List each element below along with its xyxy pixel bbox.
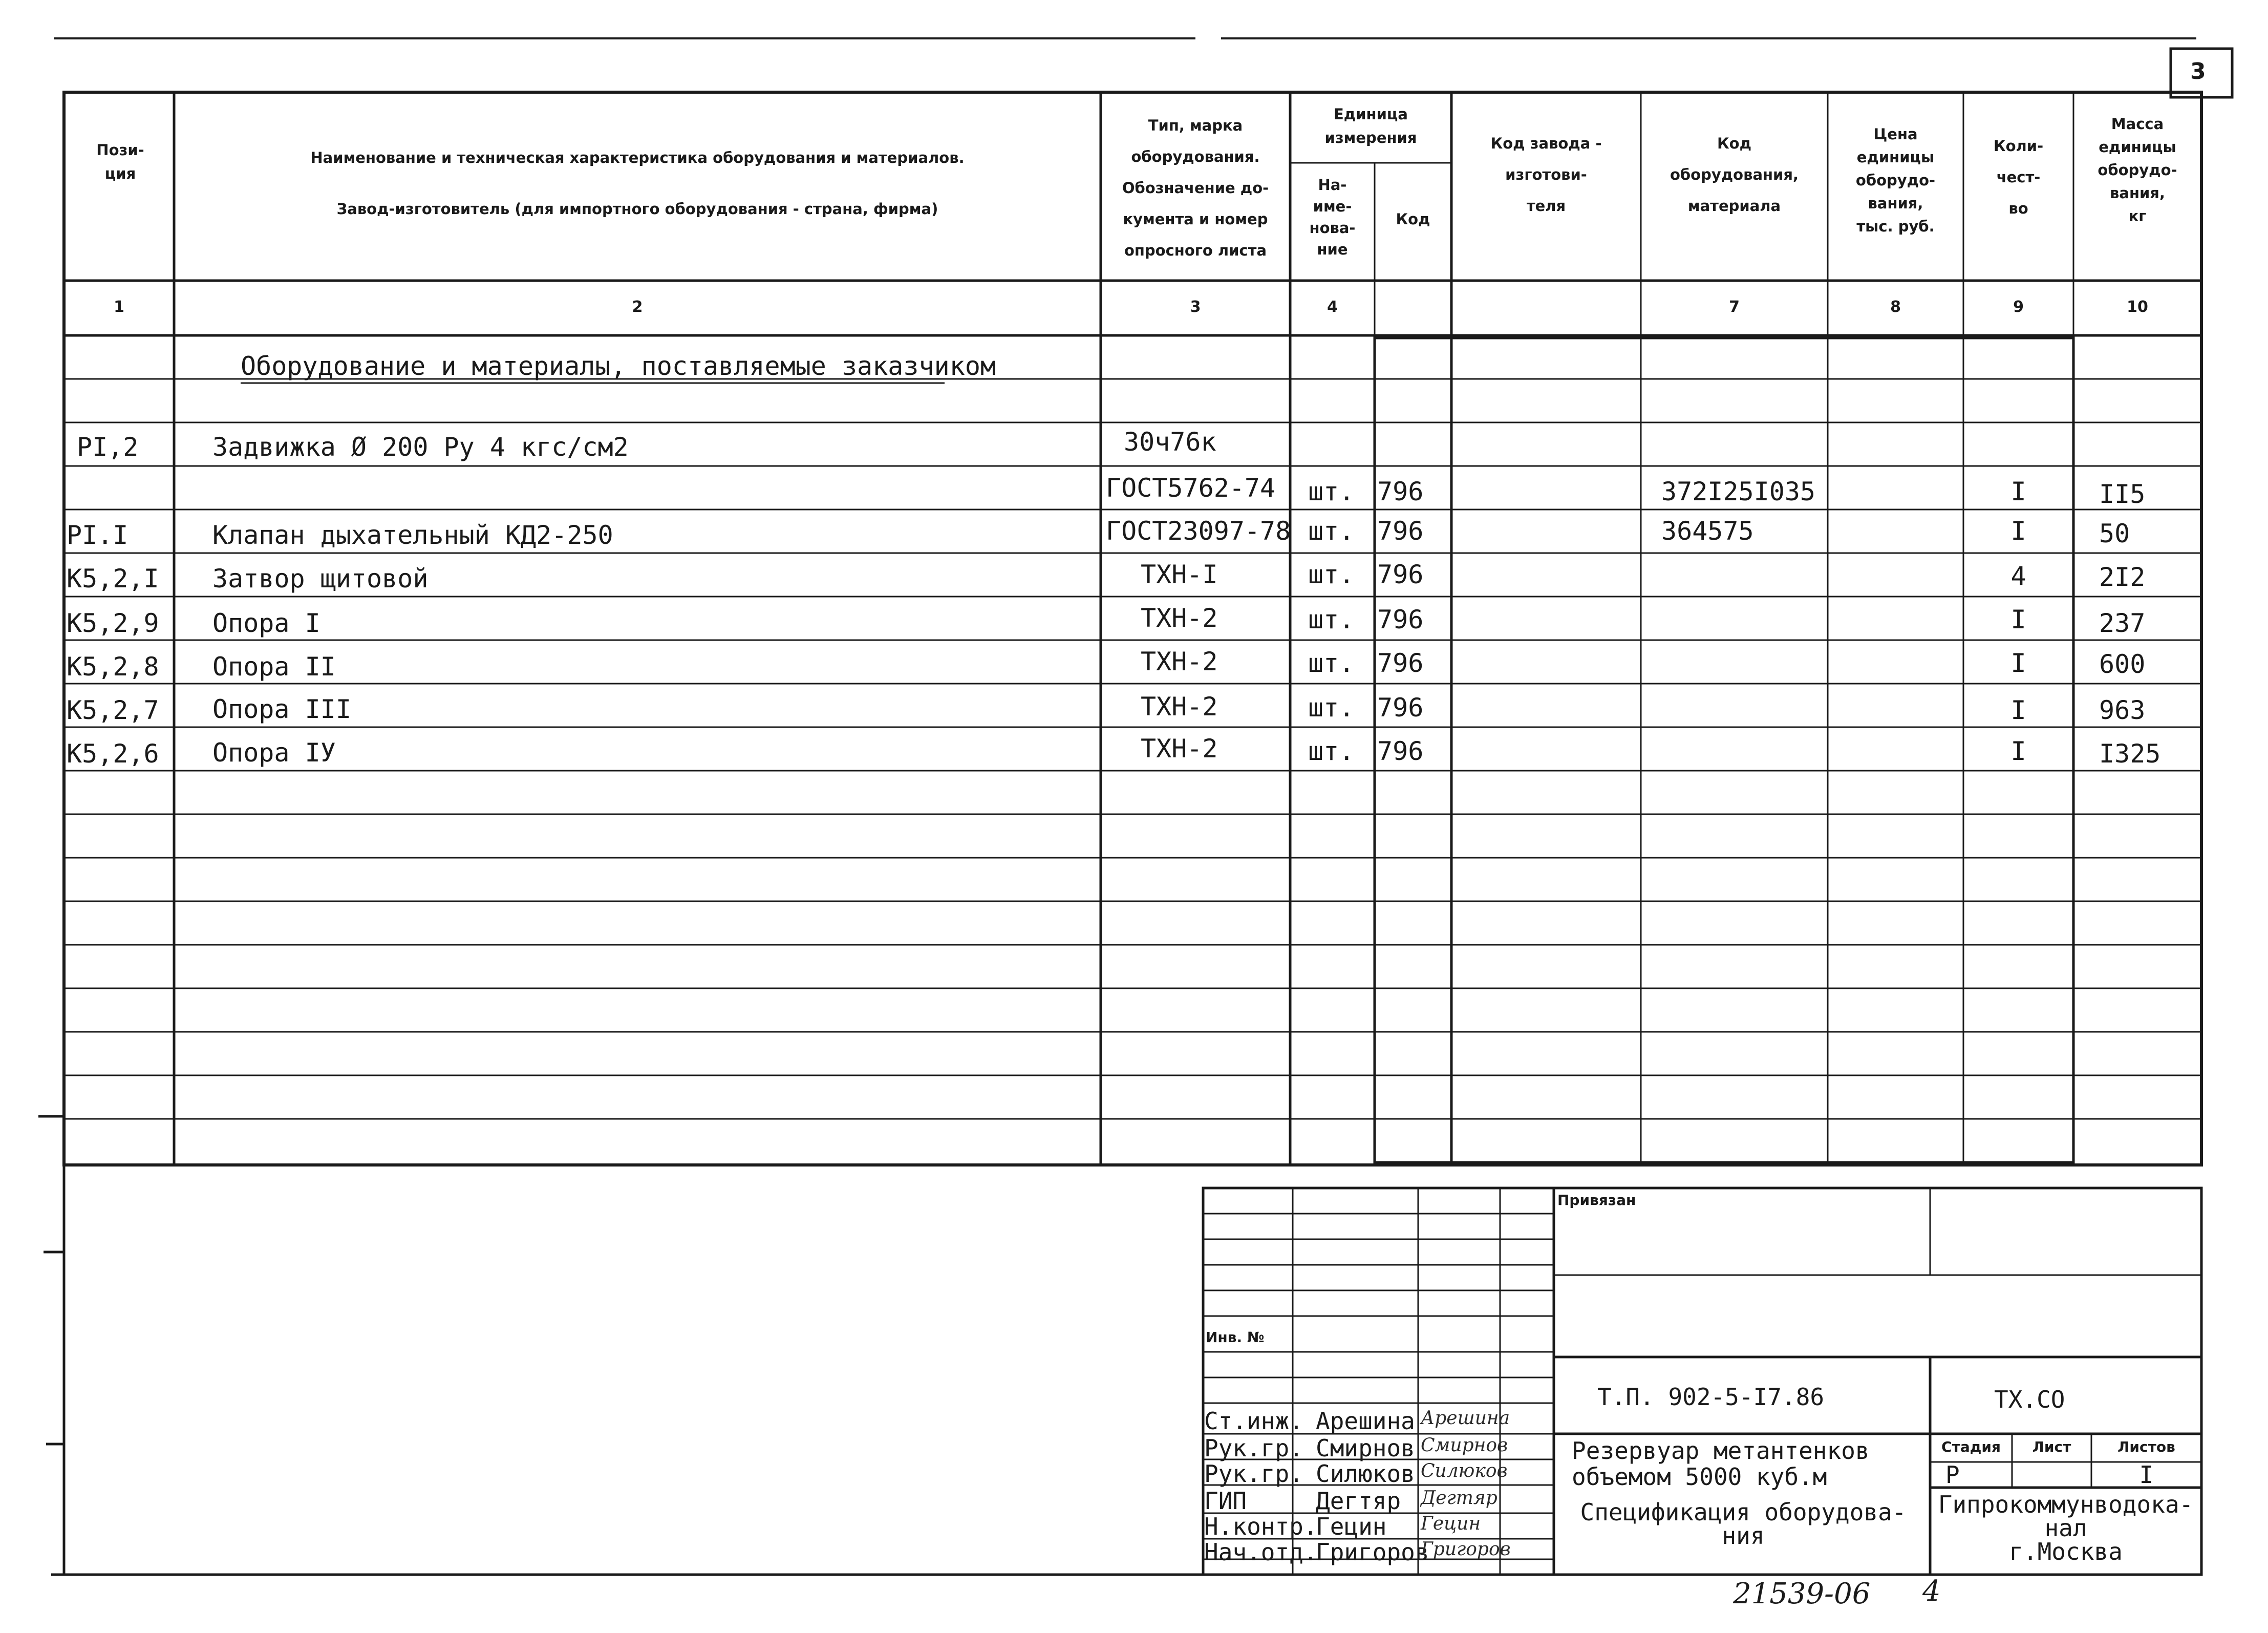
row-mass: 237 <box>2099 608 2146 638</box>
staff-name: Гецин <box>1316 1513 1387 1540</box>
row-quantity: I <box>2010 605 2026 634</box>
column-number: 3 <box>1190 298 1201 316</box>
row-quantity: 4 <box>2010 561 2026 591</box>
row-unit: шт. <box>1308 648 1355 678</box>
row-position: К5,2,7 <box>67 695 159 725</box>
column-number: 4 <box>1327 298 1338 316</box>
row-mass: I325 <box>2099 739 2161 769</box>
row-name: Задвижка Ø 200 Ру 4 кгс/см2 <box>212 432 629 462</box>
header-name-line1: Наименование и техническая характеристика оборудования и материалов. <box>310 149 965 166</box>
section-title: Оборудование и материалы, поставляемые заказчиком <box>241 351 996 381</box>
handwritten-archive-number: 21539-06 <box>1733 1577 1871 1610</box>
row-type: ТХН-I <box>1141 560 1218 589</box>
staff-name: Смирнов <box>1316 1434 1415 1462</box>
staff-role: Рук.гр. <box>1204 1460 1303 1488</box>
header-unit-group: Единица измерения <box>1324 105 1417 147</box>
inventory-number-label: Инв. № <box>1206 1329 1265 1346</box>
row-quantity: I <box>2010 736 2026 766</box>
row-position: К5,2,8 <box>67 652 159 682</box>
header-equipment-code: Код оборудования, материала <box>1670 135 1799 215</box>
staff-name: Арешина <box>1316 1407 1415 1435</box>
row-mass: 963 <box>2099 695 2146 725</box>
staff-signature: Смирнов <box>1421 1435 1508 1456</box>
row-unit: шт. <box>1308 516 1355 546</box>
row-name: Клапан дыхательный КД2-250 <box>212 520 613 550</box>
row-equipment-code: 364575 <box>1661 516 1754 546</box>
header-mass: Масса единицы оборудо- вания, кг <box>2098 115 2177 225</box>
row-unit-code: 796 <box>1377 648 1424 678</box>
row-type: 30ч76к <box>1124 427 1216 457</box>
row-mass: 50 <box>2099 519 2130 548</box>
row-equipment-code: 372I25I035 <box>1661 477 1816 506</box>
staff-role: Рук.гр. <box>1204 1434 1303 1462</box>
row-unit-code: 796 <box>1377 516 1424 546</box>
row-mass: 600 <box>2099 649 2146 679</box>
row-type: ТХН-2 <box>1141 692 1218 722</box>
staff-role: Нач.отд. <box>1204 1538 1318 1566</box>
privyazan-label: Привязан <box>1557 1192 1636 1208</box>
document-number: Т.П. 902-5-I7.86 <box>1597 1383 1825 1411</box>
header-position: Пози- ция <box>96 141 144 183</box>
header-plant-code: Код завода - изготови- теля <box>1490 135 1602 215</box>
staff-signature: Арешина <box>1421 1408 1510 1429</box>
row-quantity: I <box>2010 695 2026 725</box>
row-position: PI,2 <box>77 432 139 462</box>
row-unit: шт. <box>1308 605 1355 634</box>
row-mass: 2I2 <box>2099 562 2146 592</box>
row-quantity: I <box>2010 648 2026 678</box>
column-number: 1 <box>114 298 124 316</box>
row-name: Опора IУ <box>212 738 336 768</box>
row-position: PI.I <box>67 520 129 550</box>
organization-name: Гипрокоммунводока- нал г.Москва <box>1938 1491 2194 1565</box>
project-title: Резервуар метантенков объемом 5000 куб.м <box>1572 1437 1870 1491</box>
row-name: Затвор щитовой <box>212 564 429 593</box>
row-unit: шт. <box>1308 736 1355 766</box>
sheets-label: Листов <box>2117 1438 2175 1455</box>
row-type: ТХН-2 <box>1141 734 1218 764</box>
sheet-label: Лист <box>2032 1438 2071 1455</box>
row-position: К5,2,I <box>67 564 159 593</box>
row-mass: II5 <box>2099 479 2146 509</box>
header-price: Цена единицы оборудо- вания, тыс. руб. <box>1855 125 1936 235</box>
column-number: 9 <box>2013 298 2024 316</box>
staff-signature: Дегтяр <box>1421 1488 1497 1509</box>
staff-signature: Гецин <box>1421 1513 1481 1534</box>
row-type: ТХН-2 <box>1141 647 1218 676</box>
staff-name: Дегтяр <box>1316 1487 1401 1515</box>
staff-role: Ст.инж. <box>1204 1407 1303 1435</box>
row-unit-code: 796 <box>1377 693 1424 723</box>
column-number: 8 <box>1890 298 1901 316</box>
document-code: ТХ.СО <box>1994 1386 2065 1413</box>
staff-role: ГИП <box>1204 1487 1247 1515</box>
row-type: ТХН-2 <box>1141 603 1218 633</box>
sheets-value: I <box>2139 1461 2154 1489</box>
header-quantity: Коли- чест- во <box>1993 137 2044 217</box>
staff-name: Григоров <box>1316 1538 1429 1566</box>
column-number: 10 <box>2127 298 2148 316</box>
row-unit-code: 796 <box>1377 736 1424 766</box>
row-position: К5,2,6 <box>67 739 159 769</box>
header-name-line2: Завод-изготовитель (для импортного оборудования - страна, фирма) <box>336 200 938 218</box>
row-unit-code: 796 <box>1377 477 1424 506</box>
row-name: Опора III <box>212 694 351 724</box>
staff-signature: Силюков <box>1421 1460 1508 1481</box>
header-unit-code: Код <box>1396 210 1430 228</box>
column-number: 2 <box>632 298 643 316</box>
column-number: 7 <box>1729 298 1740 316</box>
row-unit: шт. <box>1308 560 1355 589</box>
staff-role: Н.контр. <box>1204 1513 1318 1540</box>
row-unit-code: 796 <box>1377 605 1424 634</box>
handwritten-page-number: 4 <box>1922 1575 1941 1608</box>
staff-signature: Григоров <box>1421 1539 1511 1560</box>
row-unit: шт. <box>1308 693 1355 723</box>
row-unit-code: 796 <box>1377 560 1424 589</box>
row-name: Опора I <box>212 608 320 638</box>
row-type: ГОСТ5762-74 <box>1106 473 1276 503</box>
stage-label: Стадия <box>1941 1438 2001 1455</box>
stage-value: Р <box>1945 1461 1960 1489</box>
row-quantity: I <box>2010 477 2026 506</box>
header-type: Тип, марка оборудования. Обозначение до- кумента и номер опросного листа <box>1122 117 1269 259</box>
row-name: Опора II <box>212 652 336 682</box>
row-unit: шт. <box>1308 477 1355 506</box>
staff-name: Силюков <box>1316 1460 1415 1488</box>
sheet-title: Спецификация оборудова- ния <box>1580 1498 1907 1550</box>
row-position: К5,2,9 <box>67 608 159 638</box>
row-quantity: I <box>2010 516 2026 546</box>
sheet-corner-number: 3 <box>2190 58 2206 84</box>
row-type: ГОСТ23097-78 <box>1106 516 1291 546</box>
header-unit-name: На- име- нова- ние <box>1309 176 1356 259</box>
